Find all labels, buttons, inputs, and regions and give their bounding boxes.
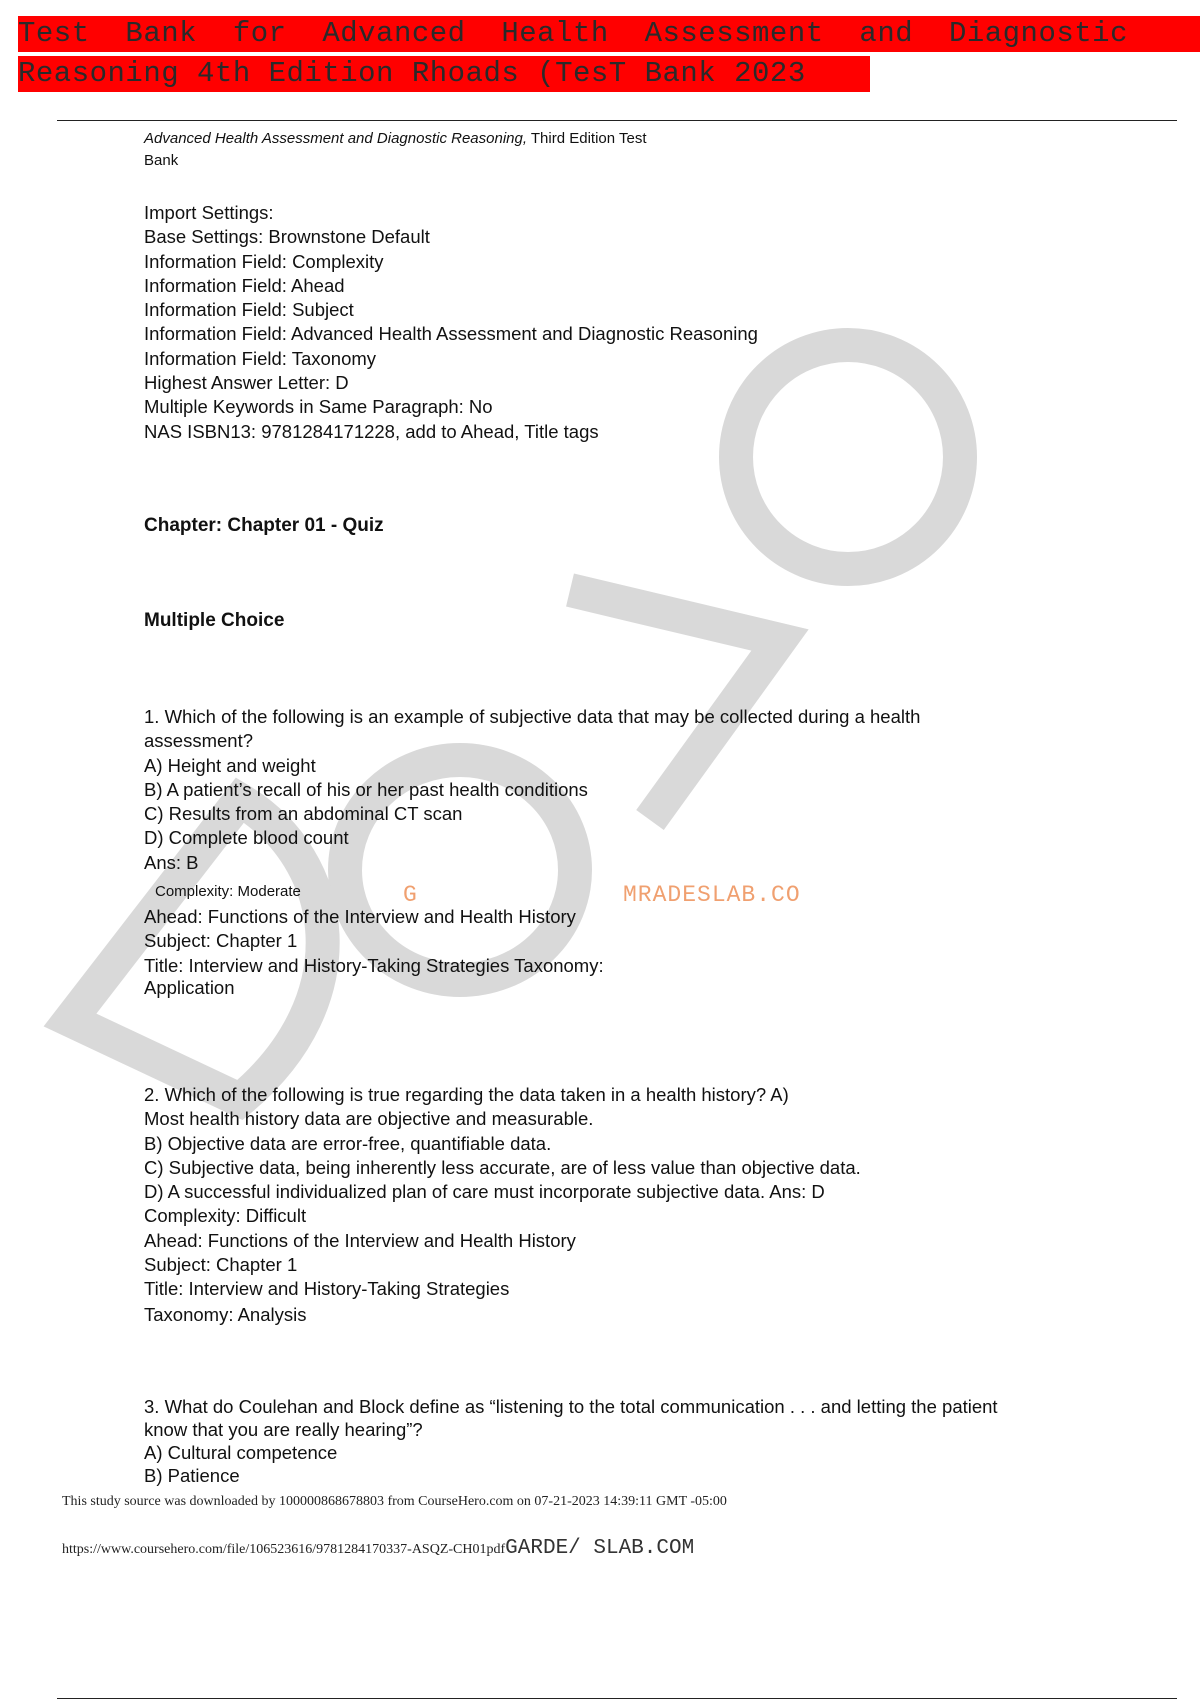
question-line: Taxonomy: Analysis [144,1303,307,1325]
question-stem: assessment? [144,730,253,752]
question-1 [144,705,1124,998]
watermark-letter: G [403,882,418,908]
answer-option: B) A patient’s recall of his or her past health conditions [144,778,588,800]
question-line: 3. What do Coulehan and Block define as “listening to the total communication . . . and letting the patient [144,1396,998,1417]
question-2 [144,1083,1124,1327]
question-line: know that you are really hearing”? [144,1419,423,1440]
question-line: 2. Which of the following is true regarding the data taken in a health history? A) [144,1084,789,1105]
answer-key: Ans: B [144,851,199,873]
answer-option: D) Complete blood count [144,827,349,849]
download-source-note: This study source was downloaded by 100000868678803 from CourseHero.com on 07-21-2023 14:39:11 GMT -05:00 [62,1494,727,1509]
footer-url-line [62,1537,694,1560]
question-line: Subject: Chapter 1 [144,1254,298,1276]
question-line: Ahead: Functions of the Interview and Health History [144,1229,576,1251]
settings-line: Information Field: Ahead [144,274,345,296]
settings-line: Base Settings: Brownstone Default [144,226,430,248]
question-line: Complexity: Difficult [144,1205,307,1227]
question-line: B) Objective data are error-free, quantifiable data. [144,1132,552,1154]
section-heading: Multiple Choice [144,610,285,631]
book-header [144,128,1124,172]
subject-label: Subject: Chapter 1 [144,930,298,952]
header-rule [57,120,1177,121]
answer-option: C) Results from an abdominal CT scan [144,803,463,825]
question-line: D) A successful individualized plan of care must incorporate subjective data. Ans: D [144,1181,825,1203]
watermark-site: MRADESLAB.CO [623,882,801,908]
source-url: https://www.coursehero.com/file/106523616/9781284170337-ASQZ-CH01pdf [62,1542,506,1557]
footer-rule [57,1698,1177,1699]
complexity-label: Complexity: Moderate [155,883,301,901]
settings-line: NAS ISBN13: 9781284171228, add to Ahead, Title tags [144,420,599,442]
question-3 [144,1395,1124,1487]
chapter-heading: Chapter: Chapter 01 - Quiz [144,515,384,536]
question-line: Title: Interview and History-Taking Strategies [144,1278,510,1300]
question-stem: 1. Which of the following is an example of subjective data that may be collected during a health [144,706,921,727]
settings-line: Information Field: Advanced Health Assessment and Diagnostic Reasoning [144,323,758,345]
question-line: B) Patience [144,1465,240,1486]
settings-line: Multiple Keywords in Same Paragraph: No [144,396,493,418]
ahead-label: Ahead: Functions of the Interview and Health History [144,906,576,928]
settings-line: Information Field: Taxonomy [144,347,377,369]
watermark-site-footer: GARDE/ SLAB.COM [505,1537,695,1560]
question-line: Most health history data are objective and measurable. [144,1108,594,1130]
document-banner-line-2: Reasoning 4th Edition Rhoads (TesT Bank 2023 [18,56,870,92]
book-title: Advanced Health Assessment and Diagnostic Reasoning, [144,130,527,147]
settings-line: Highest Answer Letter: D [144,372,349,394]
question-line: A) Cultural competence [144,1442,338,1463]
settings-line: Information Field: Subject [144,299,354,321]
import-settings [144,201,1124,444]
book-edition: Third Edition Test [527,130,647,147]
answer-option: A) Height and weight [144,754,316,776]
taxonomy-label: Application [144,976,235,998]
title-label: Title: Interview and History-Taking Strategies Taxonomy: [144,954,604,976]
question-line: C) Subjective data, being inherently less accurate, are of less value than objective data. [144,1156,861,1178]
settings-line: Import Settings: [144,202,274,223]
book-bank: Bank [144,152,179,169]
document-banner-line-1: Test Bank for Advanced Health Assessment and Diagnostic [18,16,1200,52]
settings-line: Information Field: Complexity [144,250,384,272]
